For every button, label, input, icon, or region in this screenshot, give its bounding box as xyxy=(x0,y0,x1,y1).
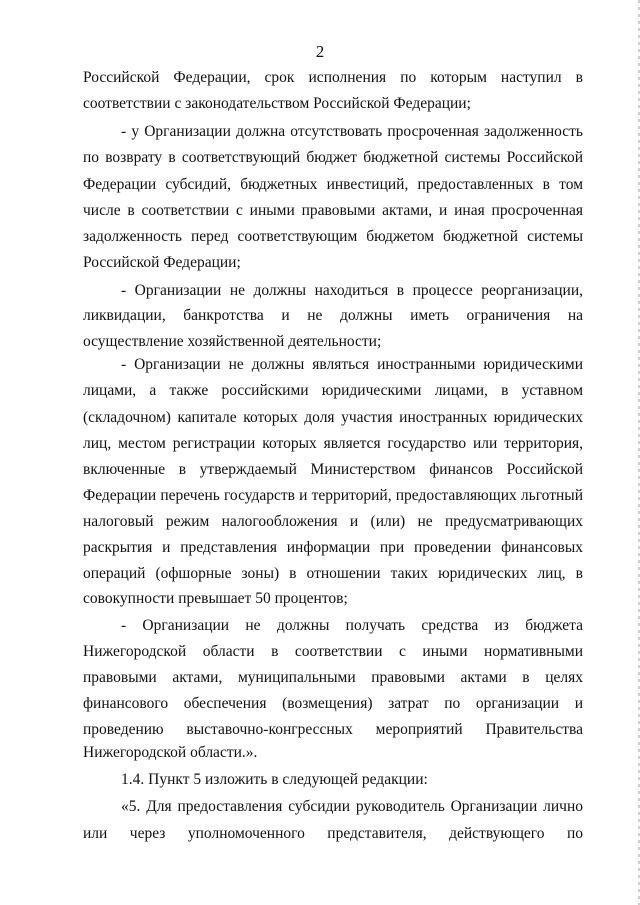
text-line: ликвидации, банкротства и не должны иметь ограничения на xyxy=(83,307,583,324)
text-line: 1.4. Пункт 5 изложить в следующей редакции: xyxy=(121,771,428,788)
text-line: или через уполномоченного представителя, действующего по xyxy=(83,825,583,842)
text-line: Федерации перечень государств и территорий, предоставляющих льготный xyxy=(83,487,583,504)
text-line: по возврату в соответствующий бюджет бюджетной системы Российской xyxy=(83,149,583,166)
text-line: Федерации субсидий, бюджетных инвестиций, предоставленных в том xyxy=(83,176,583,193)
text-line: операций (офшорные зоны) в отношении таких юридических лиц, в xyxy=(83,565,583,582)
text-line: - Организации не должны получать средства из бюджета xyxy=(121,617,583,634)
text-line: лиц, местом регистрации которых является государство или территория, xyxy=(83,435,583,452)
text-line: Нижегородской области в соответствии с иными нормативными xyxy=(83,643,583,660)
text-line: (складочном) капитале которых доля участия иностранных юридических xyxy=(83,409,583,426)
text-line: Нижегородской области.». xyxy=(83,744,258,761)
text-line: - Организации не должны находиться в процессе реорганизации, xyxy=(121,282,583,299)
text-line: включенные в утверждаемый Министерством финансов Российской xyxy=(83,461,583,478)
text-line: соответствии с законодательством Российской Федерации; xyxy=(83,95,471,112)
page-number: 2 xyxy=(315,42,325,61)
text-line: правовыми актами, муниципальными правовыми актами в целях xyxy=(83,669,583,686)
text-line: налоговый режим налогообложения и (или) не предусматривающих xyxy=(83,513,583,530)
text-line: Российской Федерации, срок исполнения по которым наступил в xyxy=(83,69,583,86)
text-line: совокупности превышает 50 процентов; xyxy=(83,590,348,607)
text-line: осуществление хозяйственной деятельности; xyxy=(83,333,382,350)
text-line: Российской Федерации; xyxy=(83,254,241,271)
text-line: задолженность перед соответствующим бюджетом бюджетной системы xyxy=(83,228,583,245)
text-line: раскрытия и представления информации при проведении финансовых xyxy=(83,539,583,556)
text-line: - у Организации должна отсутствовать просроченная задолженность xyxy=(121,123,583,140)
text-line: числе в соответствии с иными правовыми актами, и иная просроченная xyxy=(83,202,583,219)
text-line: лицами, а также российскими юридическими лицами, в уставном xyxy=(83,382,583,399)
text-line: - Организации не должны являться иностранными юридическими xyxy=(121,356,583,373)
text-line: «5. Для предоставления субсидии руководитель Организации лично xyxy=(121,798,583,815)
text-line: финансового обеспечения (возмещения) затрат по организации и xyxy=(83,695,583,712)
text-line: проведению выставочно-конгрессных мероприятий Правительства xyxy=(83,721,583,738)
